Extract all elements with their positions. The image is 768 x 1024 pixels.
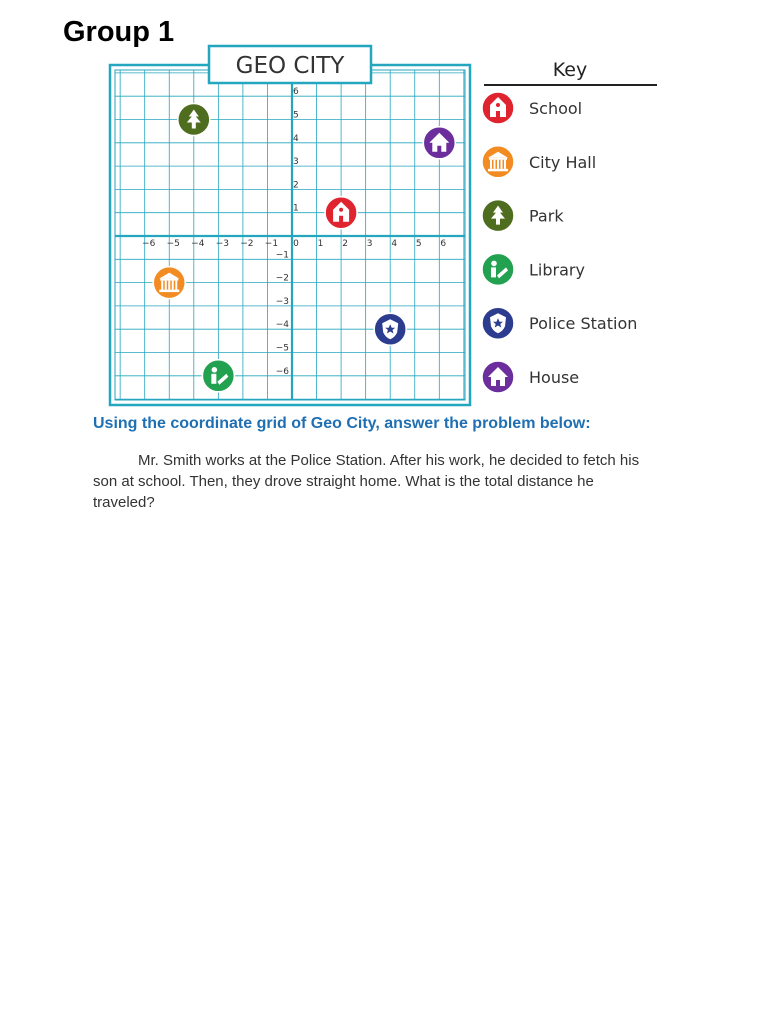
y-tick-label: −4: [275, 320, 289, 331]
x-tick-label: −1: [264, 239, 279, 249]
key-item-label: House: [529, 368, 580, 387]
y-tick-label: 5: [293, 110, 299, 121]
y-tick-label: 6: [293, 87, 299, 98]
key-item: [482, 92, 582, 124]
x-tick-label: 6: [440, 239, 447, 249]
x-tick-label: −5: [166, 239, 180, 249]
x-tick-label: −2: [240, 239, 254, 249]
key-item: [482, 200, 564, 232]
map-title-banner: [209, 46, 371, 83]
problem-text: Mr. Smith works at the Police Station. After his work, he decided to fetch his son at school. Then, they drove straight home. What is the total distance he traveled?: [93, 452, 640, 511]
key-badge: [482, 307, 514, 339]
y-tick-label: −3: [275, 296, 289, 307]
marker-school: [325, 197, 357, 229]
marker-police-station: [374, 313, 406, 345]
x-tick-label: −4: [191, 239, 205, 249]
key-item-label: City Hall: [529, 152, 597, 172]
y-tick-label: 4: [293, 133, 299, 144]
marker-house: [423, 127, 455, 159]
key-panel: [482, 59, 657, 393]
grid-layer: [110, 65, 470, 405]
map-title: GEO CITY: [235, 53, 345, 79]
x-tick-label: −6: [142, 239, 156, 249]
key-item: [482, 253, 585, 285]
x-tick-label: 2: [342, 239, 348, 249]
x-tick-label: 0: [293, 239, 299, 249]
x-tick-label: 3: [366, 239, 373, 249]
y-tick-label: −6: [275, 366, 289, 377]
y-tick-label: 3: [293, 157, 299, 168]
key-badge: [482, 92, 514, 124]
key-item-label: Park: [529, 206, 564, 226]
key-item: [482, 146, 596, 178]
y-tick-label: −5: [275, 343, 289, 354]
problem-prompt: Using the coordinate grid of Geo City, answer the problem below:: [93, 415, 591, 432]
x-tick-label: 4: [391, 239, 398, 249]
y-tick-label: −1: [275, 250, 289, 261]
x-tick-label: 5: [415, 239, 422, 249]
key-badge: [482, 361, 514, 393]
marker-library: [202, 360, 234, 392]
key-item-label: Library: [529, 260, 585, 280]
key-items: [482, 92, 637, 393]
y-tick-label: 1: [293, 203, 299, 214]
x-tick-label: 1: [317, 239, 324, 249]
marker-park: [178, 104, 210, 136]
key-item-label: School: [529, 99, 583, 118]
key-badge: [482, 253, 514, 285]
y-tick-label: 2: [293, 180, 299, 191]
key-badge: [482, 200, 514, 232]
marker-city-hall: [153, 267, 185, 299]
x-tick-label: −3: [215, 239, 229, 249]
key-item: [482, 361, 579, 393]
key-item-label: Police Station: [529, 314, 638, 334]
key-title: Key: [552, 59, 588, 81]
y-tick-label: −2: [275, 273, 289, 284]
key-item: [482, 307, 637, 339]
group-title: Group 1: [63, 16, 175, 48]
key-badge: [482, 146, 514, 178]
